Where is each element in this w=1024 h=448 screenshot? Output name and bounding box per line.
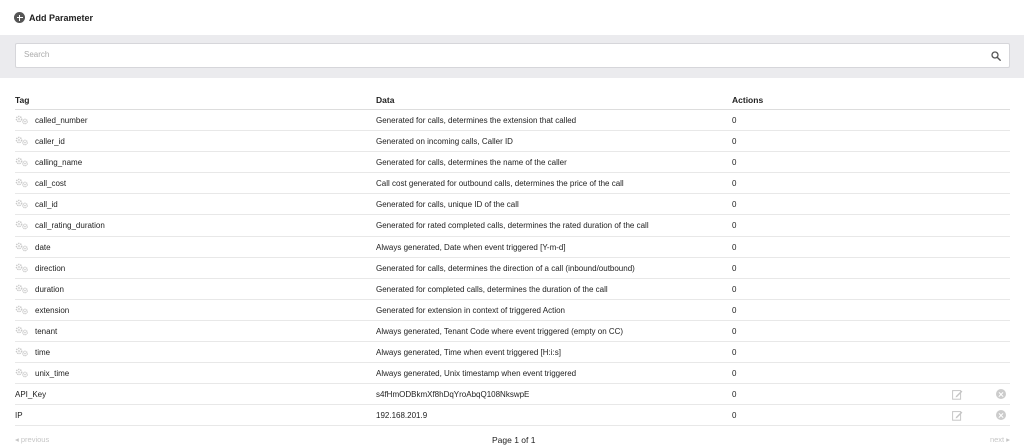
data-cell: Generated for calls, determines the extension that called	[376, 116, 577, 125]
table-row	[15, 363, 1010, 384]
parameters-table	[15, 90, 1010, 426]
data-cell: Generated for completed calls, determines the duration of the call	[376, 284, 608, 294]
page-indicator: Page 1 of 1	[492, 435, 536, 445]
table-row	[15, 279, 1010, 300]
data-cell: Always generated, Date when event triggered [Y-m-d]	[376, 242, 566, 252]
tag-cell: tenant	[35, 326, 58, 336]
next-page-link[interactable]: next ▸	[989, 435, 1010, 444]
add-parameter-label: Add Parameter	[29, 12, 94, 23]
actions-cell: 0	[732, 158, 737, 168]
remove-icon[interactable]	[996, 389, 1006, 399]
actions-cell: 0	[732, 369, 737, 379]
actions-cell: 0	[732, 179, 737, 189]
data-cell: Generated for calls, unique ID of the call	[376, 200, 519, 210]
actions-cell: 0	[732, 242, 737, 252]
header-tag: Tag	[15, 95, 30, 105]
gears-icon	[15, 136, 29, 146]
tag-cell: called_number	[35, 116, 88, 125]
data-cell: s4fHmODBkmXf8hDqYroAbqQ108NkswpE	[376, 390, 530, 400]
tag-cell: calling_name	[35, 158, 83, 168]
data-cell: Always generated, Tenant Code where event triggered (empty on CC)	[376, 326, 624, 336]
table-row	[15, 342, 1010, 363]
table-row	[15, 321, 1010, 342]
gears-icon	[15, 326, 29, 336]
gears-icon	[15, 263, 29, 273]
table-row	[15, 131, 1010, 152]
data-cell: Generated for calls, determines the name of the caller	[376, 158, 567, 168]
data-cell: Call cost generated for outbound calls, determines the price of the call	[376, 179, 624, 189]
data-cell: Generated for calls, determines the direction of a call (inbound/outbound)	[376, 263, 635, 273]
gears-icon	[15, 305, 29, 315]
table-body	[15, 110, 1010, 426]
edit-icon[interactable]	[952, 410, 963, 421]
custom-table-row	[15, 384, 1010, 405]
actions-cell: 0	[732, 390, 737, 400]
data-cell: Always generated, Time when event triggered [H:i:s]	[376, 348, 561, 358]
gears-icon	[15, 242, 29, 252]
actions-cell: 0	[732, 137, 737, 147]
gears-icon	[15, 157, 29, 167]
data-cell: 192.168.201.9	[376, 411, 428, 421]
tag-cell: call_cost	[35, 179, 67, 189]
actions-cell: 0	[732, 326, 737, 336]
tag-cell: caller_id	[35, 137, 65, 147]
actions-cell: 0	[732, 221, 737, 231]
table-row	[15, 110, 1010, 131]
data-cell: Always generated, Unix timestamp when event triggered	[376, 369, 577, 379]
gears-icon	[15, 368, 29, 378]
actions-cell: 0	[732, 116, 737, 125]
tag-cell: direction	[35, 263, 66, 273]
tag-cell: unix_time	[35, 369, 70, 379]
table-row	[15, 173, 1010, 194]
tag-cell: call_rating_duration	[35, 221, 105, 231]
gears-icon	[15, 284, 29, 294]
actions-cell: 0	[732, 348, 737, 358]
add-parameter-button[interactable]	[14, 12, 93, 23]
table-header	[15, 90, 1010, 110]
actions-cell: 0	[732, 305, 737, 315]
plus-circle-icon	[14, 12, 25, 23]
tag-cell: call_id	[35, 200, 58, 210]
remove-icon[interactable]	[996, 410, 1006, 420]
custom-table-row	[15, 405, 1010, 426]
data-cell: Generated for rated completed calls, determines the rated duration of the call	[376, 221, 649, 231]
search-input[interactable]	[24, 50, 964, 59]
previous-page-link[interactable]: ◂ previous	[15, 435, 50, 444]
table-row	[15, 300, 1010, 321]
actions-cell: 0	[732, 200, 737, 210]
actions-cell: 0	[732, 284, 737, 294]
gears-icon	[15, 178, 29, 188]
table-row	[15, 194, 1010, 215]
search-box[interactable]	[15, 43, 1010, 68]
table-row	[15, 258, 1010, 279]
gears-icon	[15, 115, 29, 125]
data-cell: Generated on incoming calls, Caller ID	[376, 137, 513, 147]
header-actions: Actions	[732, 95, 764, 105]
actions-cell: 0	[732, 263, 737, 273]
tag-cell: date	[35, 242, 51, 252]
table-row	[15, 237, 1010, 258]
toolbar	[0, 0, 1024, 35]
table-row	[15, 152, 1010, 173]
search-icon[interactable]	[991, 51, 1001, 61]
tag-cell: duration	[35, 284, 64, 294]
tag-cell: extension	[35, 305, 70, 315]
tag-cell: IP	[15, 411, 23, 421]
gears-icon	[15, 199, 29, 209]
gears-icon	[15, 220, 29, 230]
tag-cell: time	[35, 348, 51, 358]
gears-icon	[15, 347, 29, 357]
actions-cell: 0	[732, 411, 737, 421]
table-row	[15, 215, 1010, 236]
edit-icon[interactable]	[952, 389, 963, 400]
pagination	[0, 433, 1024, 448]
data-cell: Generated for extension in context of triggered Action	[376, 305, 566, 315]
header-data: Data	[376, 95, 395, 105]
tag-cell: API_Key	[15, 390, 47, 400]
